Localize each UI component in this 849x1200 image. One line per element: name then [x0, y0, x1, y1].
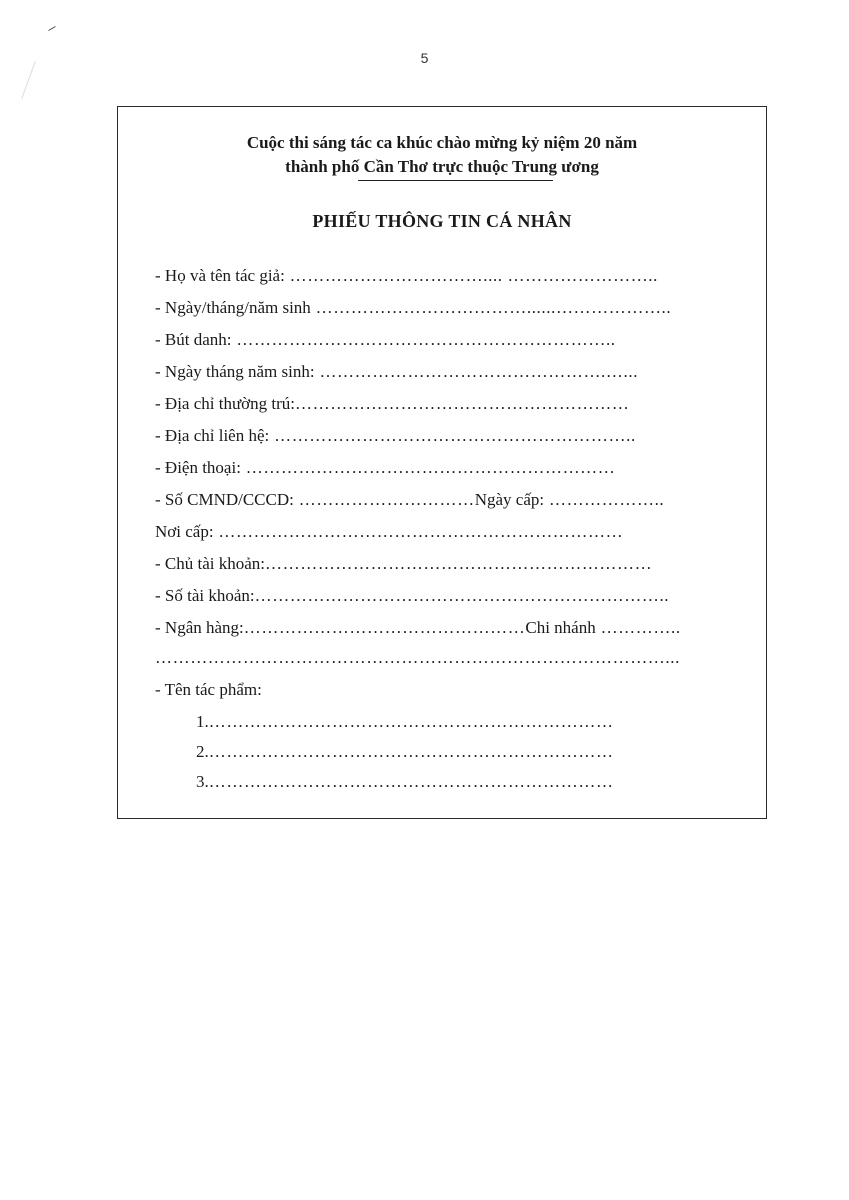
fill-dots: ……………….. — [544, 490, 665, 509]
title-underline — [358, 180, 553, 181]
field-id-number[interactable] — [155, 489, 664, 511]
field-birth-date[interactable] — [155, 361, 638, 383]
fill-dots: …………………………………………………….. — [269, 426, 636, 445]
fill-dots: ………….. — [595, 618, 681, 637]
field-label: - Chủ tài khoản: — [155, 554, 266, 573]
stray-mark — [48, 26, 55, 31]
page-number: 5 — [420, 50, 429, 66]
works-label: - Tên tác phẩm: — [155, 680, 262, 699]
field-author-name[interactable] — [155, 265, 658, 287]
fill-dots: …………………………………………………………… — [208, 742, 614, 761]
contest-title-line1: Cuộc thi sáng tác ca khúc chào mừng kỷ niệm 20 năm — [246, 133, 638, 152]
field-label-branch: Chi nhánh — [525, 618, 596, 637]
fill-dots: ………………………………………… — [243, 618, 526, 637]
scan-artifact — [21, 61, 36, 99]
field-label: - Ngân hàng: — [155, 618, 244, 637]
field-label: - Số tài khoản: — [155, 586, 255, 605]
field-pen-name[interactable] — [155, 329, 616, 351]
field-label: - Địa chỉ thường trú: — [155, 394, 296, 413]
field-label-issue-date: Ngày cấp: — [474, 490, 545, 509]
field-label: Nơi cấp: — [155, 522, 214, 541]
contest-title-line2: thành phố Cần Thơ trực thuộc Trung ương — [285, 157, 599, 176]
fill-dots: ……………………………………………………….. — [231, 330, 616, 349]
field-date-of-birth[interactable] — [155, 297, 671, 319]
field-label: - Bút danh: — [155, 330, 232, 349]
fill-dots: ………………………………………….…... — [314, 362, 639, 381]
field-work-3[interactable] — [196, 771, 614, 793]
fill-dots: ………………………… — [293, 490, 475, 509]
fill-dots: …………………………………………………………… — [208, 772, 614, 791]
field-permanent-address[interactable] — [155, 393, 629, 415]
field-work-2[interactable] — [196, 741, 614, 763]
fill-dots: ………………………………………………… — [295, 394, 630, 413]
fill-dots: …………………………………………………………… — [208, 712, 614, 731]
field-contact-address[interactable] — [155, 425, 636, 447]
work-number: 3. — [196, 772, 209, 791]
field-account-number[interactable] — [155, 585, 669, 607]
fill-dots: …………………………………………………………….. — [254, 586, 670, 605]
fill-dots: …………………………….... …………………….. — [284, 266, 659, 285]
personal-info-form — [117, 106, 767, 819]
field-phone[interactable] — [155, 457, 615, 479]
fill-dots: ………………………………………………………… — [265, 554, 653, 573]
field-label: - Điện thoại: — [155, 458, 241, 477]
fill-dots: ……………………………………………………… — [240, 458, 616, 477]
field-work-1[interactable] — [196, 711, 614, 733]
work-number: 1. — [196, 712, 209, 731]
field-label: - Số CMND/CCCD: — [155, 490, 294, 509]
field-label: - Địa chỉ liên hệ: — [155, 426, 270, 445]
work-number: 2. — [196, 742, 209, 761]
field-label: - Ngày tháng năm sinh: — [155, 362, 315, 381]
field-place-of-issue[interactable] — [155, 521, 623, 543]
field-label: - Ngày/tháng/năm sinh — [155, 298, 311, 317]
field-label: - Họ và tên tác giả: — [155, 266, 285, 285]
field-bank[interactable] — [155, 617, 681, 639]
field-account-holder[interactable] — [155, 553, 652, 575]
form-title: PHIẾU THÔNG TIN CÁ NHÂN — [312, 211, 572, 231]
fill-dots: ………………………………......……………….. — [310, 298, 672, 317]
field-bank-continuation[interactable]: ……………………………………………………………………………... — [155, 648, 680, 667]
fill-dots: …………………………………………………………… — [213, 522, 624, 541]
